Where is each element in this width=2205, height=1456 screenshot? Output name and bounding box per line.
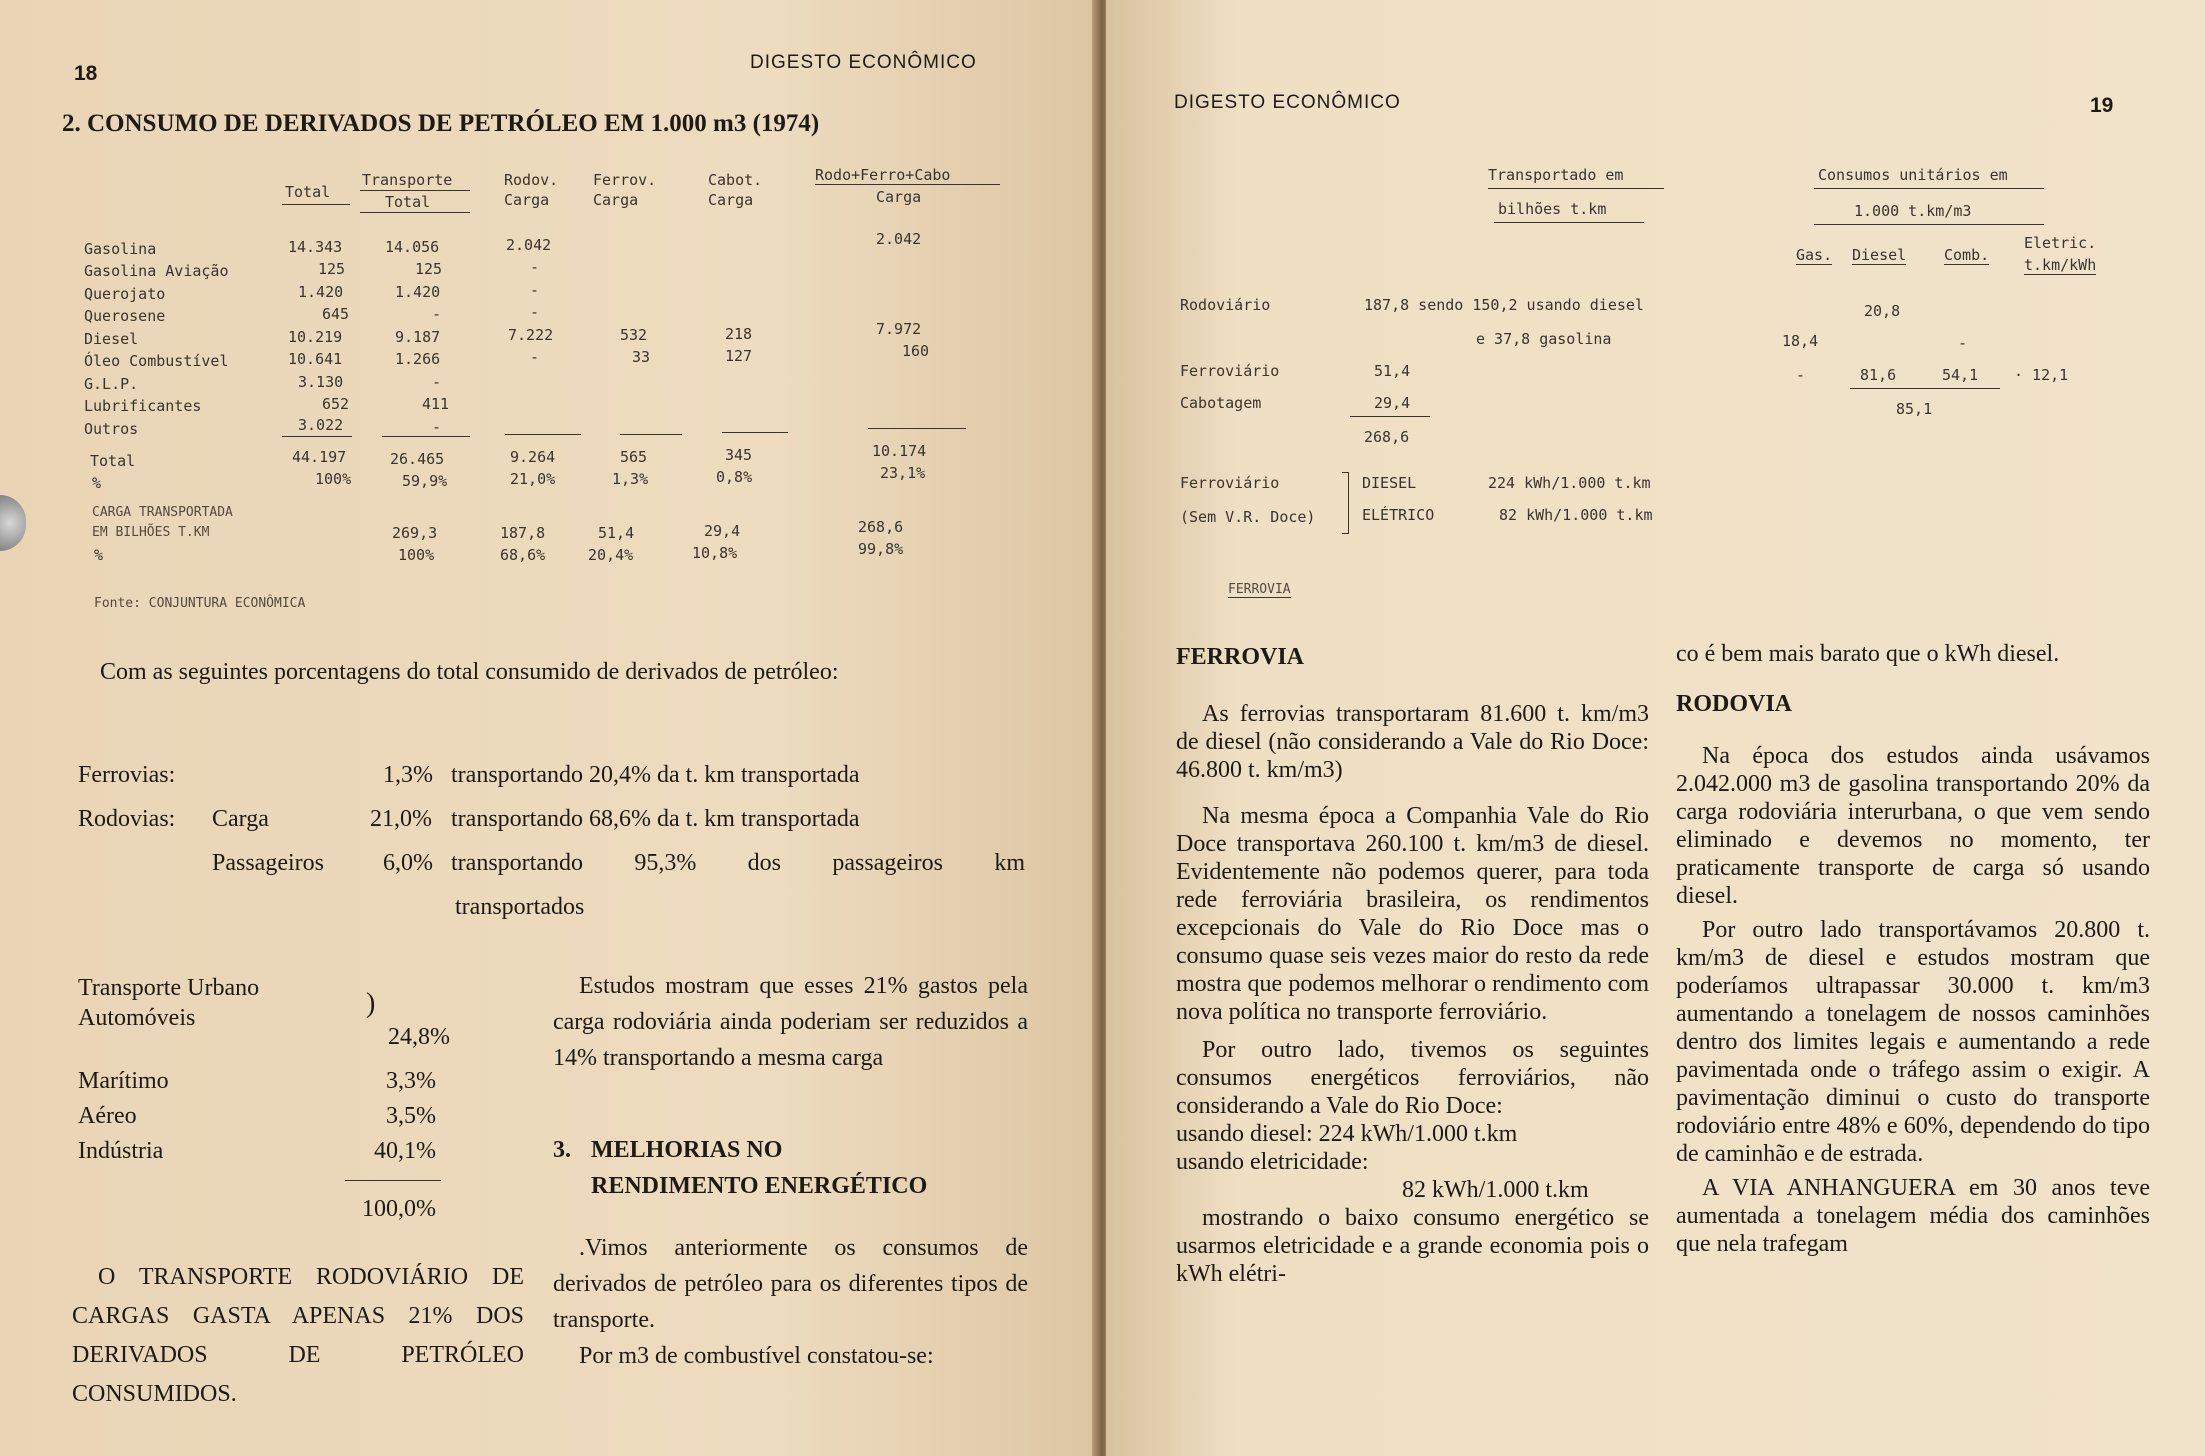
cell-total: 1.420 [298, 283, 344, 301]
binder-clip [0, 495, 26, 551]
row-label: % [94, 546, 104, 564]
row-label: Lubrificantes [84, 397, 202, 415]
carga-label-1: CARGA TRANSPORTADA [92, 505, 233, 520]
rodovia-p3: A VIA ANHANGUERA em 30 anos teve aumentada a tonelagem média dos caminhões que nela trafegam [1676, 1175, 2150, 1257]
mostrando-text: mostrando o baixo consumo energético se usarmos eletricidade e a grande economia pois o kWh elétri- [1176, 1205, 1649, 1287]
table-title [62, 110, 819, 138]
rodovia-heading: RODOVIA [1676, 691, 1793, 717]
row-label: Gasolina [84, 240, 157, 258]
cabotagem-value: 29,4 [1374, 394, 1411, 412]
cell-rodov: 7.222 [508, 326, 554, 344]
cell-rodov: 9.264 [510, 448, 556, 466]
hdr-cabot: Cabot. [708, 171, 763, 189]
section3-line2: RENDIMENTO ENERGÉTICO [591, 1173, 928, 1199]
carga-text: transportando 68,6% da t. km transportada [451, 806, 860, 832]
rodoviario-label: Rodoviário [1180, 296, 1271, 314]
maritimo-pct: 3,3% [386, 1068, 436, 1094]
col2-p1: co é bem mais barato que o kWh diesel. [1676, 641, 2060, 667]
hdr-comb: Comb. [1944, 246, 1990, 264]
ferroviario-label: Ferroviário [1180, 362, 1280, 380]
automoveis-label: Automóveis [78, 1005, 196, 1031]
row-label: Óleo Combustível [84, 352, 229, 370]
bracket-mark [1342, 472, 1349, 534]
ferrovia-p2: Na mesma época a Companhia Vale do Rio Doce transportava 260.100 t. km/m3 de diesel. Evidentemente não podemos querer, para toda rede ferroviária brasileira, os rendimentos excepcionais do Vale do Rio Doce mas o consumo quase seis vezes maior do resto da rede mostra que podemos melhorar o rendimento com nova política no transporte ferroviário. [1176, 803, 1649, 1025]
brace-mark: ) [366, 988, 376, 1019]
cell-ferrov: 33 [632, 348, 651, 366]
industria-label: Indústria [78, 1138, 164, 1164]
hdr-rodov-carga: Carga [504, 191, 550, 209]
hdr-eletric-2: t.km/kWh [2024, 256, 2097, 274]
intro-paragraph [74, 658, 1024, 686]
ferrovia-p3: Por outro lado, tivemos os seguintes consumos energéticos ferroviários, não considerando a Vale do Rio Doce: [1176, 1037, 1649, 1119]
row-label: Querosene [84, 307, 166, 325]
running-head-left: DIGESTO ECONÔMICO [750, 52, 977, 73]
cell-cabot: 345 [725, 446, 753, 464]
ferro-gas: - [1796, 366, 1806, 384]
estudos-paragraph [553, 968, 1028, 1076]
row-label: Querojato [84, 285, 166, 303]
passageiros-text-2: transportados [455, 894, 585, 920]
cell-ferrov: 20,4% [588, 546, 634, 564]
rodo-diesel: 20,8 [1864, 302, 1901, 320]
total-value: 268,6 [1364, 428, 1410, 446]
cell-total: 3.022 [298, 416, 344, 434]
cell-transp: 411 [422, 395, 450, 413]
cell-transp: - [432, 373, 442, 391]
hdr-transportado-2: bilhões t.km [1498, 200, 1607, 218]
table-title-number: 2. [62, 110, 81, 137]
cell-transp: 269,3 [392, 524, 438, 542]
row-label: % [92, 474, 102, 492]
cell-total: 14.343 [288, 238, 343, 256]
ferrovia-small-label: FERROVIA [1228, 582, 1291, 597]
cell-transp: 125 [415, 260, 443, 278]
cell-transp: 1.420 [395, 283, 441, 301]
cell-total: 10.219 [288, 328, 343, 346]
cell-rfc: 10.174 [872, 442, 927, 460]
ferrovia-heading: FERROVIA [1176, 644, 1305, 670]
diesel-label: DIESEL [1362, 474, 1417, 492]
cell-total: 652 [322, 395, 350, 413]
ferrovia-column [1176, 700, 1649, 1288]
row-label: Outros [84, 420, 139, 438]
cell-cabot: 0,8% [716, 468, 753, 486]
hdr-rodoferrocabo-carga: Carga [876, 188, 922, 206]
cell-rodov: - [530, 303, 540, 321]
ferro2-label: Ferroviário [1180, 474, 1280, 492]
urbano-pct: 24,8% [388, 1024, 450, 1050]
cell-rfc: 160 [902, 342, 930, 360]
hdr-consumos-2: 1.000 t.km/m3 [1854, 202, 1972, 220]
usando-diesel: usando diesel: 224 kWh/1.000 t.km [1176, 1121, 1518, 1147]
total-pct: 100,0% [362, 1196, 436, 1222]
rodoviario-value-2: e 37,8 gasolina [1476, 330, 1612, 348]
passageiros-text: transportando 95,3% dos passageiros km [451, 850, 1025, 876]
table-source: Fonte: CONJUNTURA ECONÔMICA [94, 596, 306, 611]
hdr-ferrov-carga: Carga [593, 191, 639, 209]
page-number-right: 19 [2090, 94, 2114, 117]
rodovia-p2: Por outro lado transportávamos 20.800 t. km/m3 de diesel e estudos mostram que poderíamos ultrapassar 30.000 t. km/m3 aumentando a tonelagem de nossos caminhões dentro dos limites legais e aumentando a rede pavimentada onde o tráfego assim o exigir. A pavimentação diminui o custo do transporte rodoviário entre 48% e 60%, dependendo do tipo de caminhão e de estrada. [1676, 917, 2150, 1167]
row-label: Diesel [84, 330, 139, 348]
ferrovias-label: Ferrovias: [78, 762, 176, 788]
ferro-diesel: 81,6 [1860, 366, 1897, 384]
hdr-gas: Gas. [1796, 246, 1833, 264]
porm3-text: Por m3 de combustível constatou-se: [579, 1343, 934, 1369]
cell-transp: 26.465 [390, 450, 445, 468]
cell-rfc: 7.972 [876, 320, 922, 338]
section3-number: 3. [553, 1137, 571, 1163]
carga-label-2: EM BILHÕES T.KM [92, 525, 210, 540]
cell-total: 645 [322, 305, 350, 323]
cell-total: 44.197 [292, 448, 347, 466]
ferro2-sub: (Sem V.R. Doce) [1180, 508, 1316, 526]
caps-statement: O TRANSPORTE RODOVIÁRIO DE CARGAS GASTA APENAS 21% DOS DERIVADOS DE PETRÓLEO CONSUMIDOS. [72, 1264, 524, 1407]
cell-cabot: 218 [725, 325, 753, 343]
cell-rodov: 2.042 [506, 236, 552, 254]
running-head-right: DIGESTO ECONÔMICO [1174, 92, 1401, 113]
hdr-rodov: Rodov. [504, 171, 559, 189]
cell-rodov: - [530, 348, 540, 366]
hdr-transportado-1: Transportado em [1488, 166, 1624, 184]
cell-cabot: 127 [725, 347, 753, 365]
table-title-text: CONSUMO DE DERIVADOS DE PETRÓLEO EM 1.000 m3 (1974) [87, 110, 820, 137]
vimos-paragraph [553, 1230, 1028, 1374]
eletric-value: 82 kWh/1.000 t.km [1402, 1177, 1589, 1203]
hdr-transporte-total: Total [385, 193, 431, 211]
cell-rodov: - [530, 281, 540, 299]
diesel-value: 224 kWh/1.000 t.km [1488, 474, 1651, 492]
cell-ferrov: 565 [620, 448, 648, 466]
ferro-eletric: · 12,1 [2014, 366, 2069, 384]
hdr-ferrov: Ferrov. [593, 171, 657, 189]
ferrovias-pct: 1,3% [383, 762, 433, 788]
ferrovias-text: transportando 20,4% da t. km transportada [451, 762, 860, 788]
combined-value: 85,1 [1896, 400, 1933, 418]
cell-transp: 59,9% [402, 472, 448, 490]
cell-rodov: 187,8 [500, 524, 546, 542]
maritimo-label: Marítimo [78, 1068, 169, 1094]
passageiros-label: Passageiros [212, 850, 324, 876]
hdr-cabot-carga: Carga [708, 191, 754, 209]
row-label: Total [90, 452, 136, 470]
industria-pct: 40,1% [374, 1138, 436, 1164]
carga-pct: 21,0% [370, 806, 432, 832]
cell-rodov: 68,6% [500, 546, 546, 564]
right-page [1106, 0, 2205, 1456]
cell-rodov: 21,0% [510, 470, 556, 488]
left-page [0, 0, 1100, 1456]
vimos-text: .Vimos anteriormente os consumos de derivados de petróleo para os diferentes tipos de transporte. [553, 1235, 1028, 1333]
cell-rfc: 23,1% [880, 464, 926, 482]
row-label: G.L.P. [84, 375, 139, 393]
rodo-comb: - [1958, 334, 1968, 352]
transporte-urbano-label: Transporte Urbano [78, 975, 260, 1001]
hdr-transporte: Transporte [362, 171, 453, 189]
rodo-gas: 18,4 [1782, 332, 1819, 350]
hdr-consumos-1: Consumos unitários em [1818, 166, 2008, 184]
hdr-rodoferrocabo: Rodo+Ferro+Cabo [815, 166, 951, 184]
cell-transp: 1.266 [395, 350, 441, 368]
cell-rodov: - [530, 258, 540, 276]
cell-cabot: 29,4 [704, 522, 741, 540]
estudos-text: Estudos mostram que esses 21% gastos pela carga rodoviária ainda poderiam ser reduzidos a 14% transportando a mesma carga [553, 973, 1028, 1071]
cell-transp: 14.056 [385, 238, 440, 256]
ferroviario-value: 51,4 [1374, 362, 1411, 380]
cell-rfc: 268,6 [858, 518, 904, 536]
cell-ferrov: 51,4 [598, 524, 635, 542]
cell-ferrov: 532 [620, 326, 648, 344]
row-label: Gasolina Aviação [84, 262, 229, 280]
cell-rfc: 2.042 [876, 230, 922, 248]
cell-total: 3.130 [298, 373, 344, 391]
cell-cabot: 10,8% [692, 544, 738, 562]
ferro-comb: 54,1 [1942, 366, 1979, 384]
cell-total: 10.641 [288, 350, 343, 368]
rodovia-column [1676, 640, 2150, 1258]
aereo-pct: 3,5% [386, 1103, 436, 1129]
cell-rfc: 99,8% [858, 540, 904, 558]
cabotagem-label: Cabotagem [1180, 394, 1262, 412]
cell-transp: - [432, 305, 442, 323]
carga-label: Carga [212, 806, 269, 832]
cell-ferrov: 1,3% [612, 470, 649, 488]
eletrico-label: ELÉTRICO [1362, 506, 1435, 524]
rodoviario-value: 187,8 sendo 150,2 usando diesel [1364, 296, 1644, 314]
hdr-diesel: Diesel [1852, 246, 1907, 264]
cell-transp: - [432, 418, 442, 436]
usando-eletricidade: usando eletricidade: [1176, 1149, 1369, 1175]
aereo-label: Aéreo [78, 1103, 137, 1129]
cell-total: 125 [318, 260, 346, 278]
page-number-left: 18 [74, 62, 98, 85]
cell-transp: 9.187 [395, 328, 441, 346]
ferrovia-p1: As ferrovias transportaram 81.600 t. km/m3 de diesel (não considerando a Vale do Rio Doce: 46.800 t. km/m3) [1176, 701, 1649, 783]
hdr-total: Total [285, 183, 331, 201]
section3-line1: MELHORIAS NO [591, 1137, 783, 1163]
passageiros-pct: 6,0% [383, 850, 433, 876]
cell-transp: 100% [398, 546, 435, 564]
intro-text: Com as seguintes porcentagens do total consumido de derivados de petróleo: [100, 659, 839, 685]
hdr-eletric-1: Eletric. [2024, 234, 2097, 252]
eletrico-value: 82 kWh/1.000 t.km [1499, 506, 1653, 524]
rodovias-label: Rodovias: [78, 806, 176, 832]
rodovia-p1: Na época dos estudos ainda usávamos 2.042.000 m3 de gasolina transportando 20% da carga rodoviária interurbana, o que vem sendo eliminado e devemos no momento, ter praticamente transporte de carga só usando diesel. [1676, 743, 2150, 909]
cell-total: 100% [315, 470, 352, 488]
